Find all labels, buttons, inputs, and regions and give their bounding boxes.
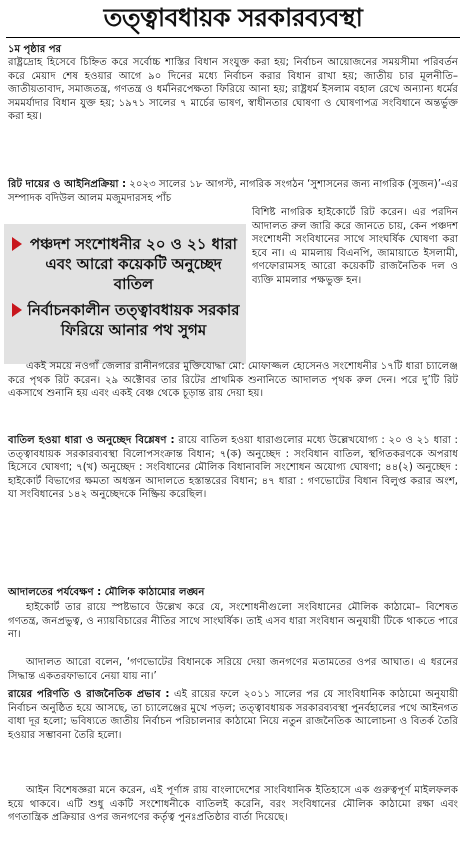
observation-paragraph-1: হাইকোর্ট তার রায়ে স্পষ্টভাবে উল্লেখ করে যে, সংশোধনীগুলো সংবিধানের মৌলিক কাঠামো– বিশেষত গণতন্ত্র, জনপ্রভুত্ব, ও ন্যায়বিচারের নীতির সাথে সাংঘর্ষিক। তাই এসব ধারা সংবিধান অনুযায়ী টিকে থাকতে পারে না।	[8, 602, 458, 641]
observation-heading: আদালতের পর্যবেক্ষণ : মৌলিক কাঠামোর লঙ্ঘন	[8, 587, 205, 598]
repeal-heading: বাতিল হওয়া ধারা ও অনুচ্ছেদ বিশ্লেষণ :	[8, 435, 175, 446]
impact-heading: রায়ের পরিণতি ও রাজনৈতিক প্রভাব :	[8, 689, 170, 700]
intro-paragraph: রাষ্ট্রদ্রোহ হিসেবে চিহ্নিত করে সর্বোচ্চ শাস্তির বিধান সংযুক্ত করা হয়; নির্বাচন আয়োজনের সময়সীমা পরিবর্তন করে মেয়াদ শেষ হওয়ার আগে ৯০ দিনের মধ্যে নির্বাচন করার বিধান রাখা হয়; জাতীয় চার মূলনীতি– জাতীয়তাবাদ, সমাজতন্ত্র, গণতন্ত্র ও ধর্মনিরপেক্ষতা ফিরিয়ে আনা হয়; রাষ্ট্রধর্ম ইসলাম বহাল রেখে অন্যান্য ধর্মের সমমর্যাদার বিধান যুক্ত হয়; ১৯৭১ সালের ৭ মার্চের ভাষণ, স্বাধীনতার ঘোষণা ও ঘোষণাপত্র সংবিধানে অন্তর্ভুক্ত করা হয়।	[8, 57, 458, 123]
observation-paragraph-2: আদালত আরো বলেন, ‘গণভোটের বিধানকে সরিয়ে দেয়া জনগণের মতামতের ওপর আঘাত। এ ধরনের সিদ্ধান্ত একতরফাভাবে নেয়া যায় না।’	[8, 657, 458, 682]
writ-heading: রিট দায়ের ও আইনিপ্রক্রিয়া :	[8, 179, 127, 190]
repeal-text: রায়ে বাতিল হওয়া ধারাগুলোর মধ্যে উল্লেখযোগ্য : ২০ ও ২১ ধারা : তত্ত্বাবধায়ক সরকারব্যবস্থা বিলোপসংক্রান্ত বিধান; ৭(ক) অনুচ্ছেদ : সংবিধান বাতিল, স্থগিতকরণকে অপরাধ হিসেবে ঘোষণা; ৭(খ) অনুচ্ছেদ : সংবিধানের মৌলিক বিধানাবলি সংশোধন অযোগ্য ঘোষণা; ৪৪(২) অনুচ্ছেদ : হাইকোর্ট বিভাগের ক্ষমতা অধস্তন আদালতে হস্তান্তরের বিধান; ৪৭ ধারা : গণভোটের বিধান বিলুপ্ত করার অংশ, যা সংবিধানের ১৪২ অনুচ্ছেদকে নিষ্ক্রিয় করেছিল।	[8, 435, 458, 501]
impact-paragraph-2: আইন বিশেষজ্ঞরা মনে করেন, এই পূর্ণাঙ্গ রায় বাংলাদেশের সাংবিধানিক ইতিহাসে এক গুরুত্বপূর্ণ মাইলফলক হয়ে থাকবে। এটি শুধু একটি সংশোধনীকে বাতিলই করেনি, বরং সংবিধানের মৌলিক কাঠামো রক্ষা এবং গণতান্ত্রিক প্রক্রিয়ার ওপর জনগণের কর্তৃত্ব পুনঃপ্রতিষ্ঠার বার্তা দিয়েছে।	[8, 785, 458, 824]
writ-side-text-2	[8, 360, 458, 401]
red-arrow-icon	[12, 237, 22, 251]
pull-quote-text: পঞ্চদশ সংশোধনীর ২০ ও ২১ ধারা এবং আরো কয়েকটি অনুচ্ছেদ বাতিল	[29, 235, 238, 293]
continuation-label: ১ম পৃষ্ঠার পর	[8, 44, 61, 55]
writ-full: হোসেনও সংশোধনীর ১৭টি ধারা চ্যালেঞ্জ করে পৃথক রিট করেন। ২৯ অক্টোবর তার রিটের প্রাথমিক শুনানিতে আদালত পৃথক রুল দেন। পরে দু’টি রিট একসাথে শুনানি হয় এবং একই বেঞ্চ থেকে চূড়ান্ত রায় দেয়া হয়।	[8, 361, 458, 400]
red-arrow-icon	[12, 303, 22, 317]
headline: তত্ত্বাবধায়ক সরকারব্যবস্থা	[103, 3, 363, 32]
writ-paragraph	[8, 178, 458, 205]
impact-paragraph	[8, 688, 458, 742]
pull-quote-text: নির্বাচনকালীন তত্ত্বাবধায়ক সরকার ফিরিয়ে আনার পথ সুগম	[27, 301, 240, 339]
impact-text: এই রায়ের ফলে ২০১১ সালের পর যে সাংবিধানিক কাঠামো অনুযায়ী নির্বাচন অনুষ্ঠিত হয়ে আসছে, তা চ্যালেঞ্জের মুখে পড়ল; তত্ত্বাবধায়ক সরকারব্যবস্থা পুনর্বহালের পথে আইনগত বাধা দূর হলো; ভবিষ্যতে জাতীয় নির্বাচন পরিচালনার কাঠামো নিয়ে নতুন রাজনৈতিক আলোচনা ও বিতর্ক তৈরি হওয়ার সম্ভাবনা তৈরি হলো।	[8, 689, 458, 741]
headline-rule	[6, 37, 460, 38]
writ-side-text: বিশিষ্ট নাগরিক হাইকোর্টে রিট করেন। এর পরদিন আদালত রুল জারি করে জানতে চায়, কেন পঞ্চদশ সংশোধনী সংবিধানের সাথে সাংঘর্ষিক ঘোষণা করা হবে না। এ মামলায় বিএনপি, জামায়াতে ইসলামী, গণফোরামসহ আরো কয়েকটি রাজনৈতিক দল ও ব্যক্তি মামলার পক্ষভুক্ত হন।	[252, 207, 458, 286]
writ-text: ২০২৩ সালের ১৮ আগস্ট, নাগরিক সংগঠন ‘সুশাসনের জন্য নাগরিক (সুজন)’-এর সম্পাদক বদিউল আলম মজুমদারসহ পাঁচ	[8, 179, 458, 204]
repeal-paragraph	[8, 434, 458, 502]
writ-side2: একই সময়ে নওগাঁ জেলার রানীনগরের মুক্তিযোদ্ধা মো: মোফাজ্জল	[26, 361, 290, 372]
pull-quote-box	[4, 224, 246, 364]
